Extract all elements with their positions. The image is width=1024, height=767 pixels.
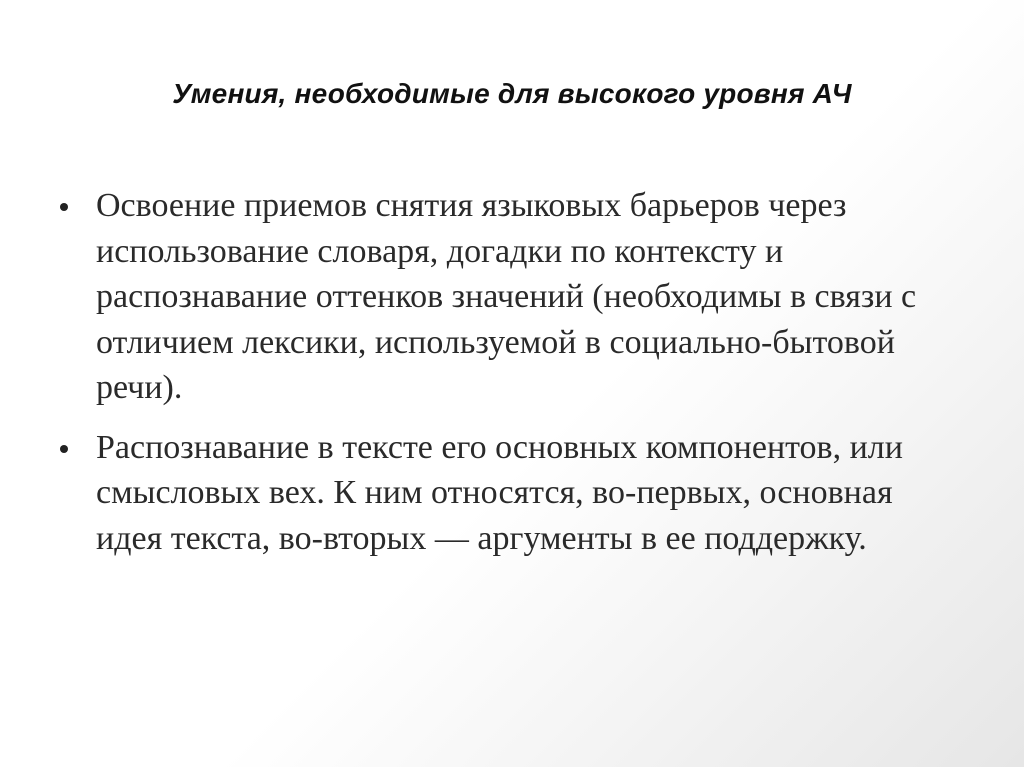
bullet-list: [60, 183, 960, 575]
bullet-dot-icon: [60, 445, 68, 453]
bullet-item: [60, 425, 960, 562]
bullet-item: [60, 183, 960, 411]
bullet-dot-icon: [60, 203, 68, 211]
bullet-text: Освоение приемов снятия языковых барьеров через использование словаря, догадки по контексту и распознавание оттенков значений (необходимы в связи с отличием лексики, используемой в социально-бытовой речи).: [96, 187, 917, 406]
slide-title: Умения, необходимые для высокого уровня АЧ: [172, 78, 852, 109]
bullet-text: Распознавание в тексте его основных компонентов, или смысловых вех. К ним относятся, во-первых, основная идея текста, во-вторых — аргументы в ее поддержку.: [96, 428, 903, 557]
